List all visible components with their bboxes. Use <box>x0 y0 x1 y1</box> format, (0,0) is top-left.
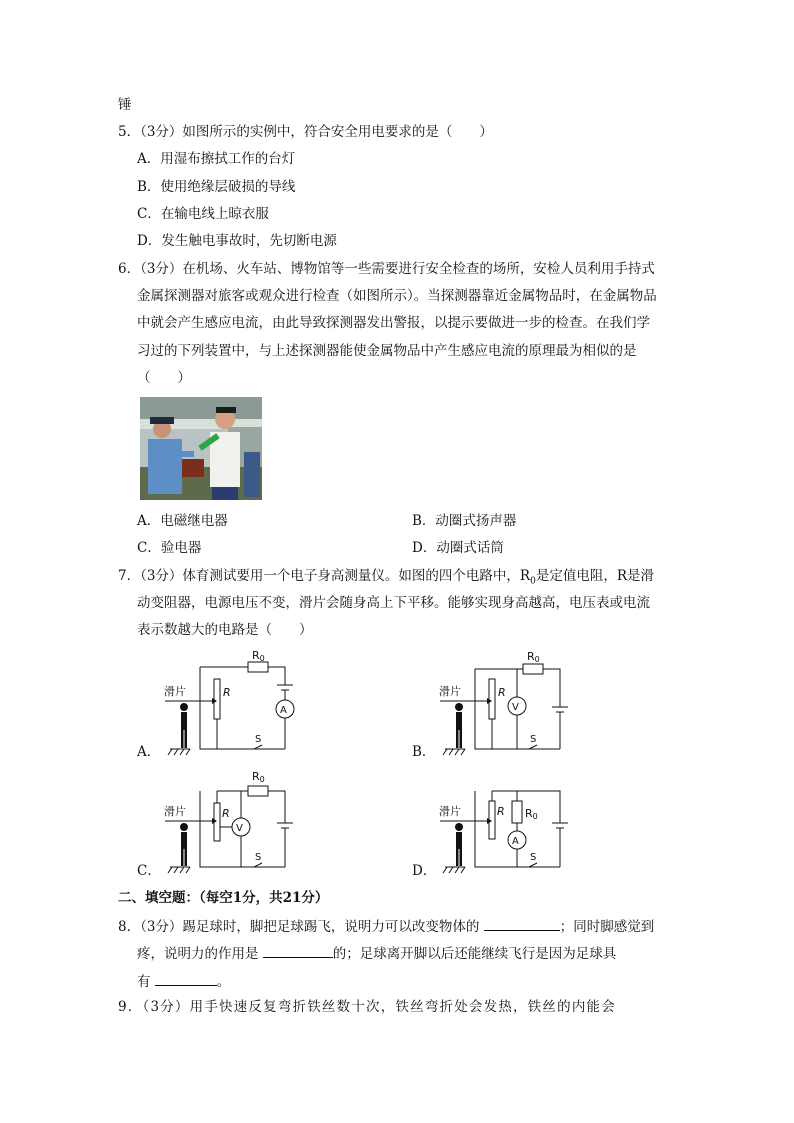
q6-line-2: 金属探测器对旅客或观众进行检查（如图所示）。当探测器靠近金属物品时，在金属物品 <box>137 288 657 304</box>
rheostat-label: R <box>497 805 505 818</box>
q7-line-1: 7．（3分）体育测试要用一个电子身高测量仪。如图的四个电路中，$R_0$是定值电阻，R是滑 <box>118 568 654 587</box>
q5-option-c: C．在输电线上晾衣服 <box>137 206 269 222</box>
q5-option-a: A．用湿布擦拭工作的台灯 <box>137 151 296 167</box>
switch-label: S <box>530 852 537 863</box>
slider-label: 滑片 <box>164 685 186 698</box>
q6-line-5: （ ） <box>137 370 191 386</box>
q6-option-d: D．动圈式话筒 <box>412 540 504 556</box>
q5-option-b: B．使用绝缘层破损的导线 <box>137 179 296 195</box>
slider-label: 滑片 <box>439 805 461 818</box>
q6-option-a: A．电磁继电器 <box>137 513 228 529</box>
q7-option-a-label: A． <box>137 744 161 760</box>
prev-question-fragment: 锤 <box>118 97 132 113</box>
switch-label: S <box>255 734 262 745</box>
circuit-diagram-a <box>160 645 295 757</box>
q7-option-b-label: B． <box>412 744 436 760</box>
switch-label: S <box>255 852 262 863</box>
q7-line-3: 表示数越大的电路是（ ） <box>137 622 313 638</box>
voltmeter-label: V <box>512 702 519 713</box>
q5-stem: 5．（3分）如图所示的实例中，符合安全用电要求的是（ ） <box>118 124 493 140</box>
r0-label: R0 <box>525 807 538 821</box>
q8-blank-1 <box>484 916 560 931</box>
q6-option-c: C．验电器 <box>137 540 202 556</box>
r0-label: R0 <box>527 650 540 664</box>
ammeter-label: A <box>280 705 287 716</box>
q6-option-b: B．动圈式扬声器 <box>412 513 517 529</box>
q7-option-d-label: D． <box>412 863 437 879</box>
section-2-heading: 二、填空题：（每空1分，共21分） <box>118 890 329 906</box>
voltmeter-label: V <box>236 823 243 834</box>
rheostat-label: R <box>498 686 506 699</box>
circuit-diagram-d <box>435 765 570 877</box>
q8-blank-2 <box>263 943 333 958</box>
q8-line-2: 疼，说明力的作用是 的；足球离开脚以后还能继续飞行是因为足球具 <box>137 943 616 963</box>
r0-label: R0 <box>252 649 265 663</box>
q5-option-d: D．发生触电事故时，先切断电源 <box>137 233 337 249</box>
slider-label: 滑片 <box>439 685 461 698</box>
q9-line-1: 9．（3分）用手快速反复弯折铁丝数十次，铁丝弯折处会发热，铁丝的内能会 <box>118 999 616 1015</box>
rheostat-label: R <box>222 807 230 820</box>
q7-line-2: 动变阻器，电源电压不变，滑片会随身高上下平移。能够实现身高越高，电压表或电流 <box>137 595 650 611</box>
ammeter-label: A <box>512 836 519 847</box>
slider-label: 滑片 <box>164 805 186 818</box>
circuit-diagram-b <box>435 645 570 757</box>
q8-line-1: 8．（3分）踢足球时，脚把足球踢飞，说明力可以改变物体的 ；同时脚感觉到 <box>118 916 654 936</box>
q8-line-3: 有 。 <box>137 971 230 991</box>
r0-label: R0 <box>252 770 265 784</box>
q7-option-c-label: C． <box>137 863 161 879</box>
security-check-photo <box>140 397 262 500</box>
switch-label: S <box>530 734 537 745</box>
q6-line-3: 中就会产生感应电流，由此导致探测器发出警报，以提示要做进一步的检查。在我们学 <box>137 315 650 331</box>
q6-line-4: 习过的下列装置中，与上述探测器能使金属物品中产生感应电流的原理最为相似的是 <box>137 343 637 359</box>
q8-blank-3 <box>155 971 217 986</box>
rheostat-label: R <box>223 686 231 699</box>
circuit-diagram-c <box>160 765 295 877</box>
q6-line-1: 6．（3分）在机场、火车站、博物馆等一些需要进行安全检查的场所，安检人员利用手持式 <box>118 261 655 277</box>
